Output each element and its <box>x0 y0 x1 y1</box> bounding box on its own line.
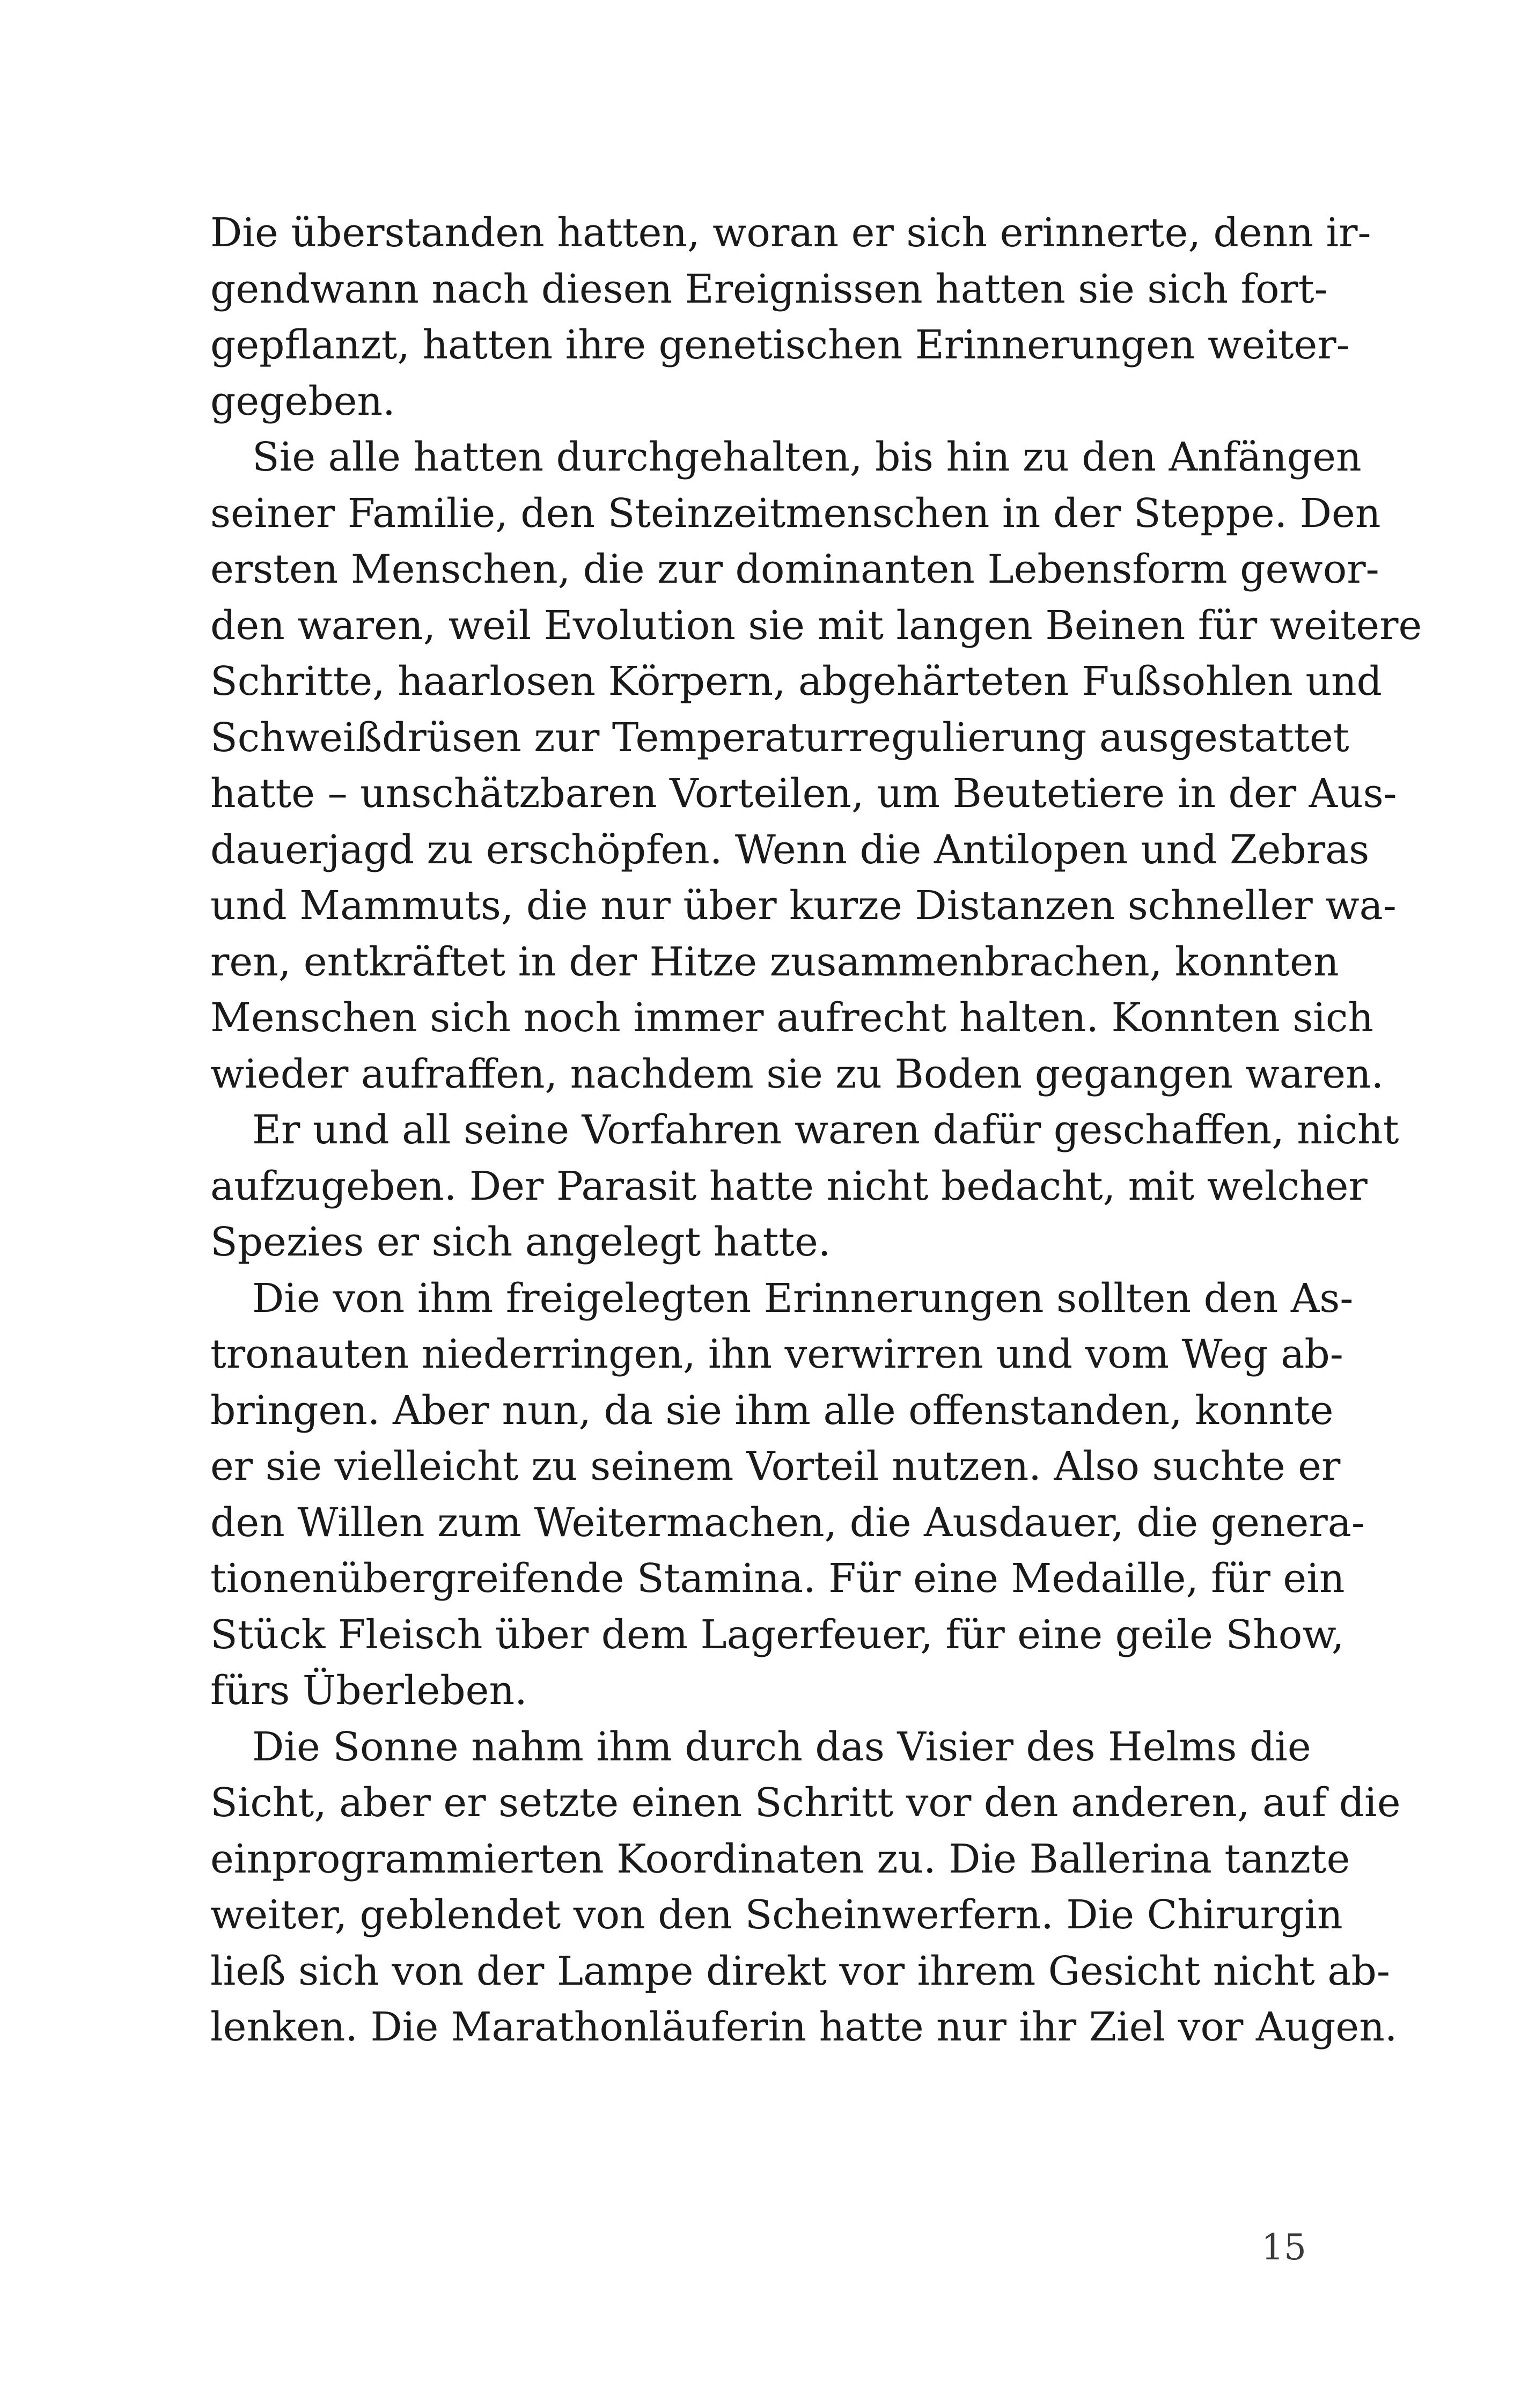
paragraph <box>210 205 1371 429</box>
text-line: wieder aufraffen, nachdem sie zu Boden gegangen waren. <box>210 1051 1384 1097</box>
text-line: weiter, geblendet von den Scheinwerfern. Die Chirurgin <box>210 1892 1343 1938</box>
text-line: und Mammuts, die nur über kurze Distanzen schneller wa- <box>210 883 1397 929</box>
page-number: 15 <box>1261 2227 1306 2268</box>
text-line: er sie vielleicht zu seinem Vorteil nutzen. Also suchte er <box>210 1443 1341 1489</box>
text-line: Menschen sich noch immer aufrecht halten. Konnten sich <box>210 995 1374 1041</box>
text-line: seiner Familie, den Steinzeitmenschen in der Steppe. Den <box>210 490 1381 537</box>
paragraph <box>210 1102 1399 1271</box>
text-line: dauerjagd zu erschöpfen. Wenn die Antilopen und Zebras <box>210 826 1370 873</box>
text-line: Sicht, aber er setzte einen Schritt vor den anderen, auf die <box>210 1780 1401 1826</box>
text-line: Er und all seine Vorfahren waren dafür geschaffen, nicht <box>252 1107 1399 1153</box>
text-line: Stück Fleisch über dem Lagerfeuer, für eine geile Show, <box>210 1611 1344 1658</box>
text-line: Die von ihm freigelegten Erinnerungen sollten den As- <box>252 1275 1354 1322</box>
text-line: Schweißdrüsen zur Temperaturregulierung ausgestattet <box>210 714 1349 761</box>
paragraph <box>210 1719 1401 2055</box>
text-line: lenken. Die Marathonläuferin hatte nur ihr Ziel vor Augen. <box>210 2004 1398 2050</box>
text-line: tionenübergreifende Stamina. Für eine Medaille, für ein <box>210 1555 1345 1602</box>
text-line: Die Sonne nahm ihm durch das Visier des Helms die <box>252 1723 1311 1770</box>
text-line: gegeben. <box>210 378 395 424</box>
text-line: Sie alle hatten durchgehalten, bis hin zu den Anfängen <box>252 434 1362 480</box>
paragraph <box>210 1271 1365 1719</box>
text-line: gepflanzt, hatten ihre genetischen Erinnerungen weiter- <box>210 322 1350 368</box>
text-line: bringen. Aber nun, da sie ihm alle offenstanden, konnte <box>210 1387 1334 1434</box>
text-line: Schritte, haarlosen Körpern, abgehärteten Fußsohlen und <box>210 658 1383 704</box>
text-line: hatte – unschätzbaren Vorteilen, um Beutetiere in der Aus- <box>210 770 1397 817</box>
text-line: ließ sich von der Lampe direkt vor ihrem Gesicht nicht ab- <box>210 1948 1390 1994</box>
text-line: den Willen zum Weitermachen, die Ausdauer, die genera- <box>210 1499 1365 1546</box>
text-line: Die überstanden hatten, woran er sich erinnerte, denn ir- <box>210 210 1371 256</box>
text-line: gendwann nach diesen Ereignissen hatten sie sich fort- <box>210 266 1328 312</box>
body-text <box>210 205 1422 2055</box>
text-line: Spezies er sich angelegt hatte. <box>210 1219 831 1265</box>
text-line: fürs Überleben. <box>210 1668 527 1714</box>
text-line: aufzugeben. Der Parasit hatte nicht bedacht, mit welcher <box>210 1163 1368 1209</box>
text-line: den waren, weil Evolution sie mit langen Beinen für weitere <box>210 602 1422 649</box>
text-line: einprogrammierten Koordinaten zu. Die Ballerina tanzte <box>210 1836 1350 1882</box>
text-line: ren, entkräftet in der Hitze zusammenbrachen, konnten <box>210 938 1339 985</box>
text-line: tronauten niederringen, ihn verwirren und vom Weg ab- <box>210 1331 1343 1377</box>
paragraph <box>210 429 1422 1102</box>
text-line: ersten Menschen, die zur dominanten Lebensform gewor- <box>210 546 1379 592</box>
